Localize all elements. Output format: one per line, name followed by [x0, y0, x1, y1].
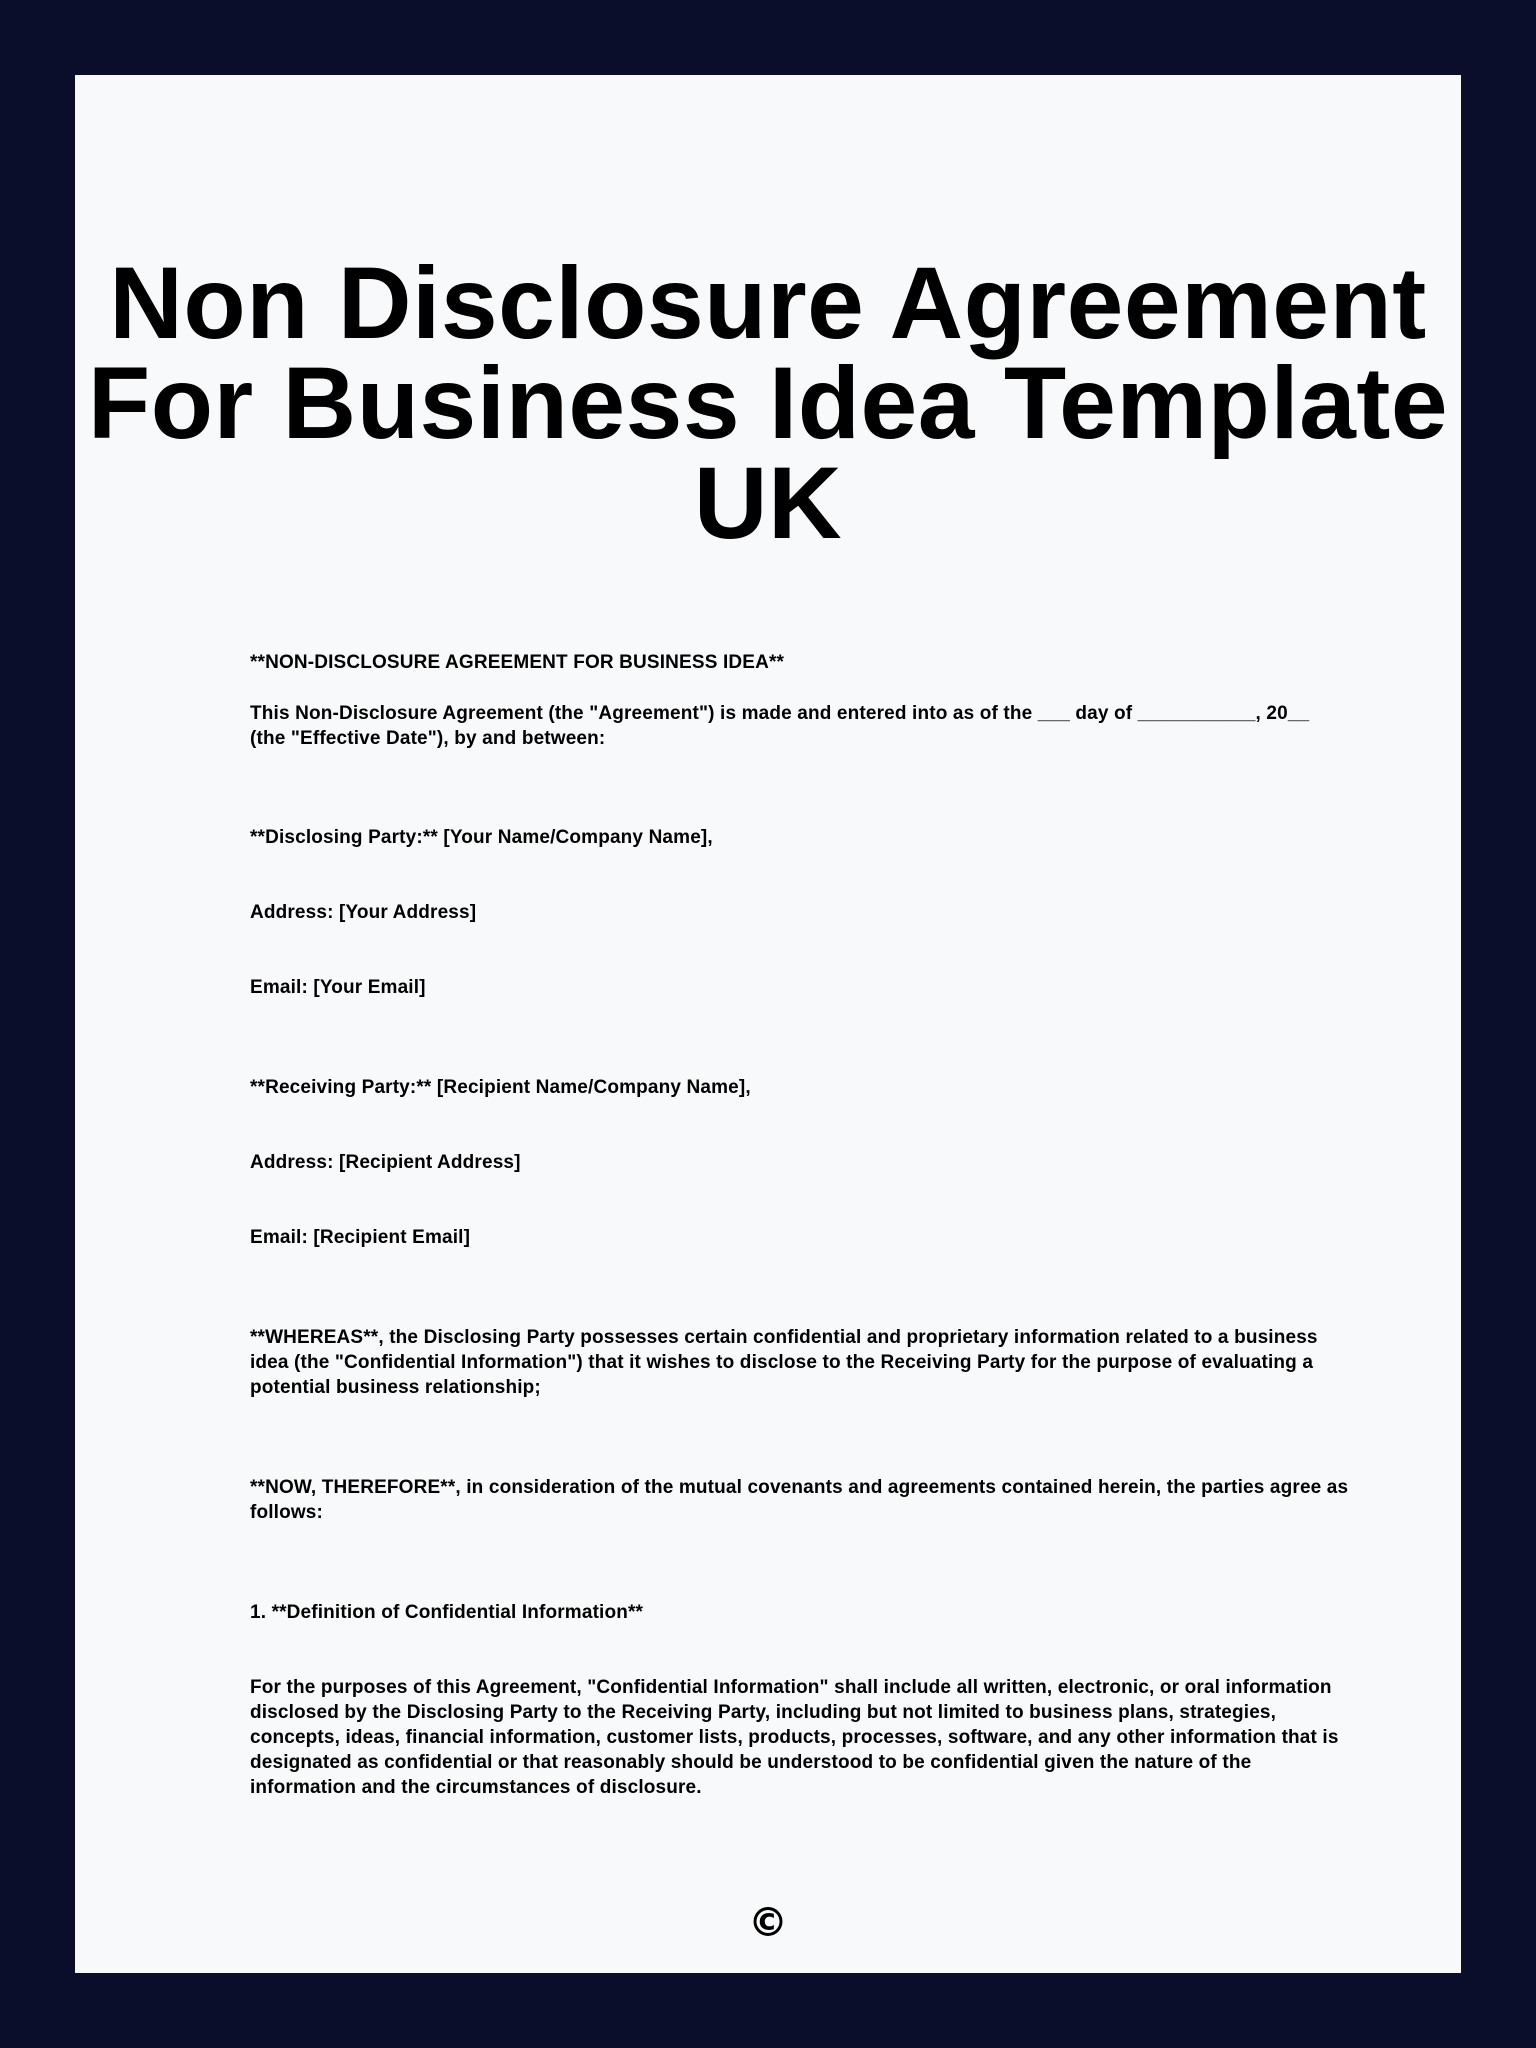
receiving-party-name: **Receiving Party:** [Recipient Name/Company Name], — [250, 1077, 751, 1098]
whereas-clause: **WHEREAS**, the Disclosing Party possesses certain confidential and proprietary information related to a business idea (the "Confidential Information") that it wishes to disclose to the Receiving Party for the purpose of evaluating a potential business relationship; — [250, 1327, 1318, 1398]
copyright-icon: © — [748, 1900, 788, 1946]
section-1-body: For the purposes of this Agreement, "Confidential Information" shall include all written, electronic, or oral information disclosed by the Disclosing Party to the Receiving Party, including but not limited to business plans, strategies, concepts, ideas, financial information, customer lists, products, processes, software, and any other information that is designated as confidential or that reasonably should be understood to be confidential given the nature of the information and the circumstances of disclosure. — [250, 1677, 1339, 1798]
title-line-1: Non Disclosure Agreement — [109, 246, 1427, 360]
document-page — [75, 75, 1461, 1973]
receiving-party-email: Email: [Recipient Email] — [250, 1227, 471, 1248]
receiving-party-address: Address: [Recipient Address] — [250, 1152, 521, 1173]
section-1-heading: 1. **Definition of Confidential Information** — [250, 1602, 644, 1623]
disclosing-party-address: Address: [Your Address] — [250, 902, 477, 923]
now-therefore-clause: **NOW, THEREFORE**, in consideration of the mutual covenants and agreements contained herein, the parties agree as follows: — [250, 1477, 1349, 1523]
agreement-heading: **NON-DISCLOSURE AGREEMENT FOR BUSINESS IDEA** — [250, 652, 785, 673]
intro-paragraph: This Non-Disclosure Agreement (the "Agreement") is made and entered into as of the ___ day of ___________, 20__ (the "Effective Date"), by and between: — [250, 703, 1310, 749]
document-title — [75, 246, 1461, 560]
title-line-2: For Business Idea Template — [87, 346, 1449, 460]
disclosing-party-name: **Disclosing Party:** [Your Name/Company Name], — [250, 827, 713, 848]
disclosing-party-email: Email: [Your Email] — [250, 977, 426, 998]
title-line-3: UK — [693, 446, 843, 560]
